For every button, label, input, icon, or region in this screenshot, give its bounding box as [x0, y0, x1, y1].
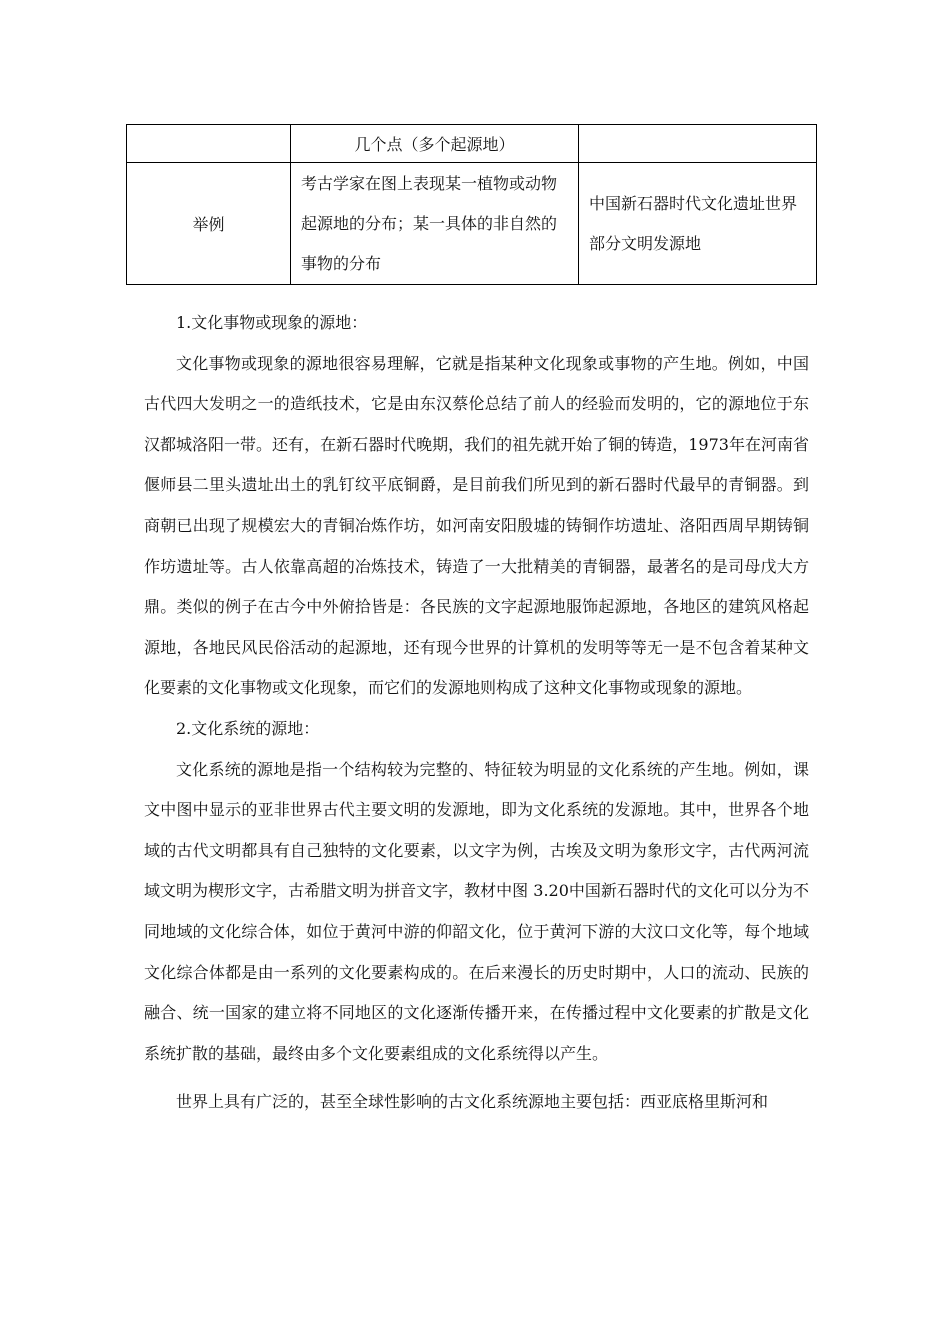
body-text	[144, 303, 809, 1123]
paragraph: 文化事物或现象的源地很容易理解，它就是指某种文化现象或事物的产生地。例如，中国古代四大发明之一的造纸技术，它是由东汉蔡伦总结了前人的经验而发明的，它的源地位于东汉都城洛阳一带。还有，在新石器时代晚期，我们的祖先就开始了铜的铸造，1973年在河南省偃师县二里头遗址出土的乳钉纹平底铜爵，是目前我们所见到的新石器时代最早的青铜器。到商朝已出现了规模宏大的青铜冶炼作坊，如河南安阳殷墟的铸铜作坊遗址、洛阳西周早期铸铜作坊遗址等。古人依靠高超的冶炼技术，铸造了一大批精美的青铜器，最著名的是司母戊大方鼎。类似的例子在古今中外俯拾皆是：各民族的文字起源地服饰起源地，各地区的建筑风格起源地，各地民风民俗活动的起源地，还有现今世界的计算机的发明等等无一是不包含着某种文化要素的文化事物或文化现象，而它们的发源地则构成了这种文化事物或现象的源地。	[144, 353, 809, 698]
comparison-table	[126, 124, 817, 285]
table-cell	[579, 125, 817, 163]
table-cell	[127, 125, 291, 163]
table-cell: 考古学家在图上表现某一植物或动物起源地的分布；某一具体的非自然的事物的分布	[291, 163, 579, 285]
table-cell: 几个点（多个起源地）	[291, 125, 579, 163]
table-cell: 中国新石器时代文化遗址世界部分文明发源地	[579, 163, 817, 285]
paragraph: 世界上具有广泛的，甚至全球性影响的古文化系统源地主要包括：西亚底格里斯河和	[176, 1092, 769, 1112]
row-label: 举例	[127, 163, 291, 285]
table-row	[127, 163, 817, 285]
section-heading: 2.文化系统的源地：	[176, 718, 320, 738]
table-row	[127, 125, 817, 163]
section-heading: 1.文化事物或现象的源地：	[176, 313, 368, 332]
paragraph: 文化系统的源地是指一个结构较为完整的、特征较为明显的文化系统的产生地。例如，课文中图中显示的亚非世界古代主要文明的发源地，即为文化系统的发源地。其中，世界各个地域的古代文明都具有自己独特的文化要素，以文字为例，古埃及文明为象形文字，古代两河流域文明为楔形文字，古希腊文明为拼音文字，教材中图 3.20中国新石器时代的文化可以分为不同地域的文化综合体，如位于黄河中游的仰韶文化，位于黄河下游的大汶口文化等，每个地域文化综合体都是由一系列的文化要素构成的。在后来漫长的历史时期中，人口的流动、民族的融合、统一国家的建立将不同地区的文化逐渐传播开来，在传播过程中文化要素的扩散是文化系统扩散的基础，最终由多个文化要素组成的文化系统得以产生。	[144, 759, 809, 1063]
